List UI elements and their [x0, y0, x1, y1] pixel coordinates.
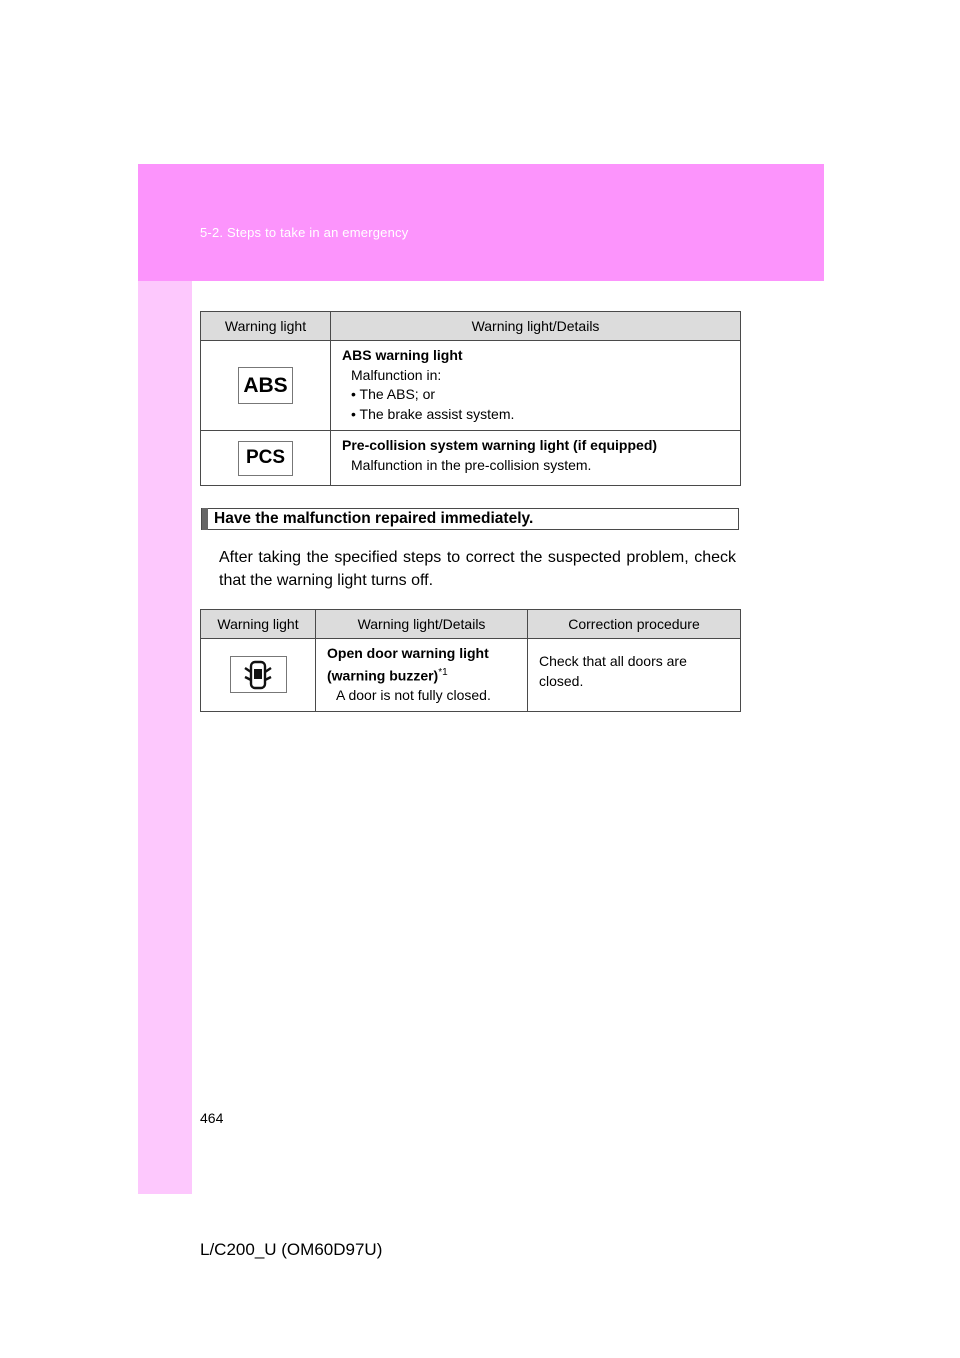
footnote-marker: *1 [438, 667, 448, 678]
column-header: Warning light [201, 610, 316, 639]
warning-light-table-2 [200, 609, 741, 712]
open-door-icon-graphic [243, 660, 273, 690]
table-row [201, 431, 741, 486]
row-title: Pre-collision system warning light (if equipped) [342, 437, 658, 453]
footer-code: L/C200_U (OM60D97U) [200, 1240, 383, 1259]
table-row [201, 341, 741, 431]
table-header-row [201, 610, 741, 639]
column-header: Warning light [201, 312, 331, 341]
row-title: Open door warning light [327, 645, 489, 661]
sidebar-band [138, 164, 192, 1194]
abs-warning-icon: ABS [238, 367, 293, 404]
body-paragraph: After taking the specified steps to correct the suspected problem, check that the warning light turns off. [219, 549, 736, 589]
detail-line: • The ABS; or [351, 386, 436, 402]
open-door-icon [230, 656, 287, 693]
detail-line: Malfunction in the pre-collision system. [351, 456, 592, 473]
page-number: 464 [200, 1110, 224, 1126]
detail-line: A door is not fully closed. [336, 686, 491, 703]
column-header: Correction procedure [528, 610, 741, 639]
subheading-bar [202, 508, 208, 530]
detail-line: • The brake assist system. [351, 405, 515, 422]
section-title: 5-2. Steps to take in an emergency [200, 225, 409, 240]
subheading [201, 508, 739, 530]
subheading-text: Have the malfunction repaired immediately. [214, 510, 534, 527]
row-title: ABS warning light [342, 347, 463, 363]
table-header-row [201, 312, 741, 341]
correction-text: Check that all doors are closed. [539, 653, 687, 689]
column-header: Warning light/Details [316, 610, 528, 639]
row-title-line2: (warning buzzer) [327, 667, 439, 684]
detail-line: Malfunction in: [351, 366, 442, 383]
header-band [138, 164, 824, 281]
pcs-warning-icon: PCS [238, 441, 293, 476]
warning-light-table-1 [200, 311, 741, 486]
table-row [201, 639, 741, 712]
column-header: Warning light/Details [331, 312, 741, 341]
